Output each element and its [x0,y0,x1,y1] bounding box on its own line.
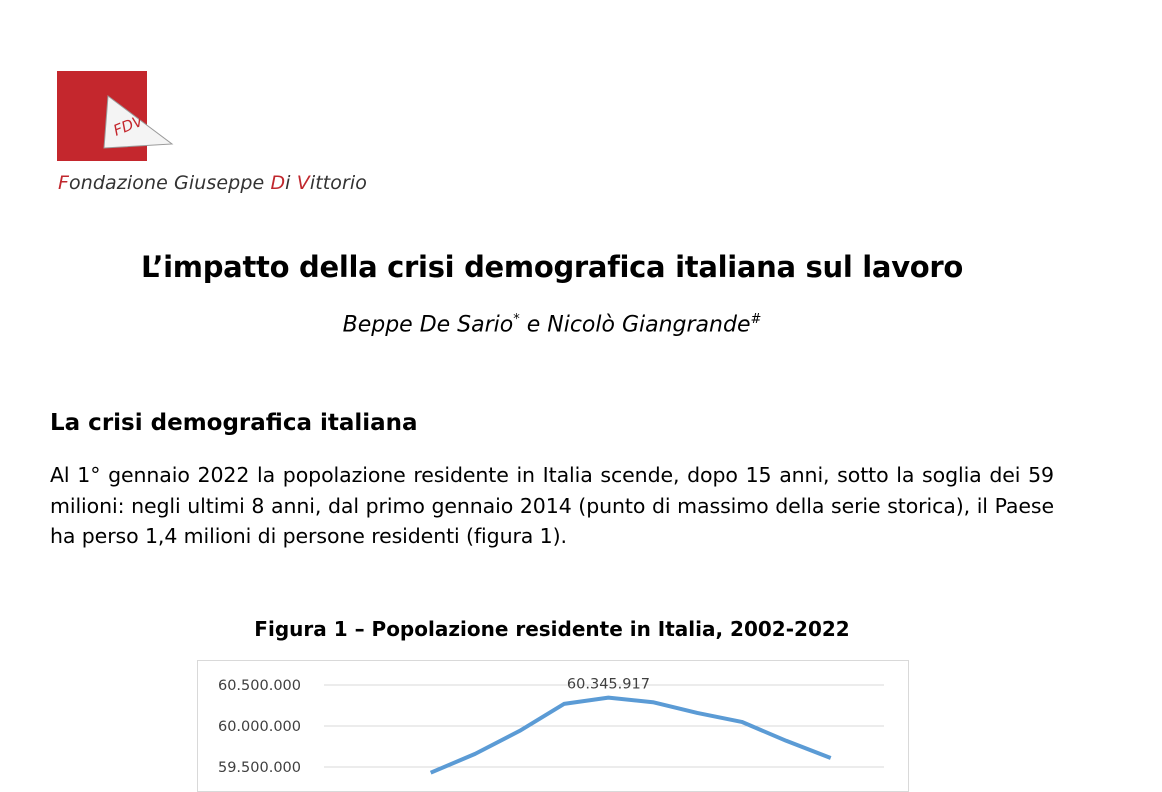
authors: Beppe De Sario* e Nicolò Giangrande# [342,312,762,338]
svg-text:FDV: FDV [110,111,146,140]
figure-caption: Figura 1 – Popolazione residente in Italia, 2002-2022 [254,617,850,641]
body-paragraph: Al 1° gennaio 2022 la popolazione residente in Italia scende, dopo 15 anni, sotto la soglia dei 59 milioni: negli ultimi 8 anni, dal primo gennaio 2014 (punto di massimo della serie storica), il Paese ha perso 1,4 milioni di persone residenti (figura 1). [50,463,1054,548]
author-1: Beppe De Sario [342,312,514,338]
y-tick-label: 59.500.000 [217,760,301,776]
population-chart [197,660,909,792]
y-tick-label: 60.000.000 [217,719,301,735]
y-tick-label: 60.500.000 [217,678,301,694]
fdv-logo-mark [52,66,182,166]
paper-title: L’impatto della crisi demografica italiana sul lavoro [140,250,964,284]
data-label: 60.345.917 [566,676,650,693]
foundation-name: Fondazione Giuseppe Di Vittorio [58,172,368,194]
fdv-logo [52,66,382,206]
section-heading: La crisi demografica italiana [50,410,418,436]
author-2: Nicolò Giangrande [547,312,751,338]
series-line [431,698,831,773]
